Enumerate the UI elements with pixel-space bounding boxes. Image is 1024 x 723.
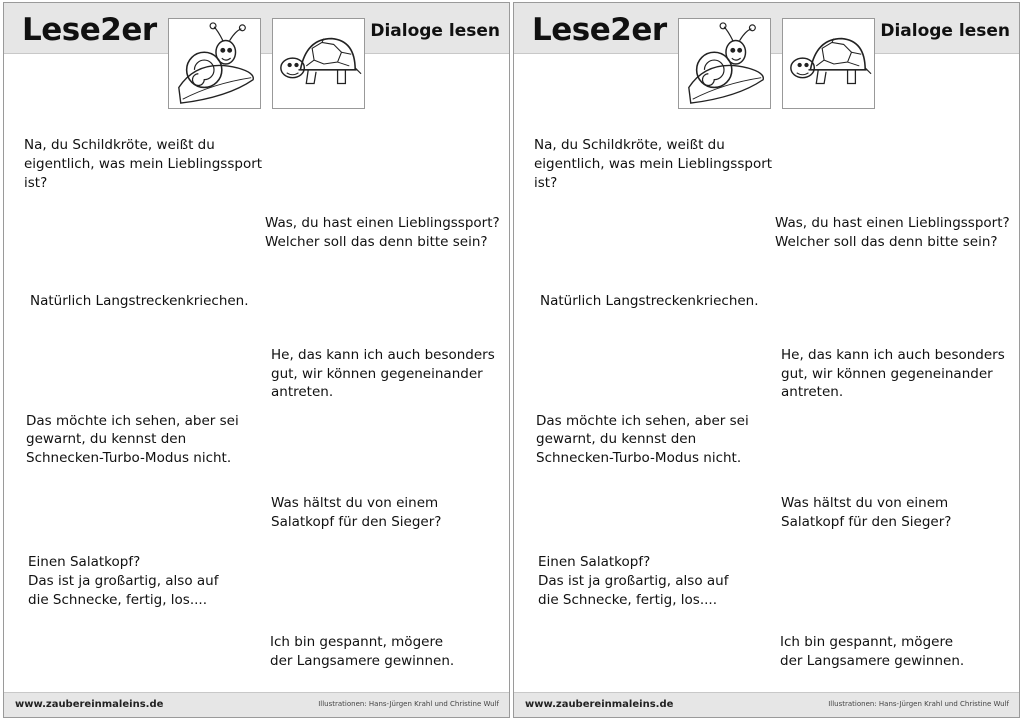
snail-line: gewarnt, du kennst den xyxy=(26,431,187,447)
snail-line: Das möchte ich sehen, aber sei xyxy=(536,413,749,429)
worksheet-topic: Dialoge lesen xyxy=(370,21,500,41)
snail-line: Das ist ja großartig, also auf xyxy=(28,573,219,589)
snail-line: Das möchte ich sehen, aber sei xyxy=(26,413,239,429)
brand-title: Lese2er xyxy=(22,12,157,48)
turtle-line: Was, du hast einen Lieblingssport? xyxy=(265,215,500,231)
turtle-line: Was, du hast einen Lieblingssport? xyxy=(775,215,1010,231)
brand-title: Lese2er xyxy=(532,12,667,48)
snail-icon xyxy=(679,19,770,108)
footer-bar xyxy=(514,692,1019,717)
turtle-line: Salatkopf für den Sieger? xyxy=(271,514,442,530)
turtle-line: Ich bin gespannt, mögere xyxy=(780,634,954,650)
snail-icon xyxy=(169,19,260,108)
snail-line: Schnecken-Turbo-Modus nicht. xyxy=(536,450,742,466)
turtle-line: Welcher soll das denn bitte sein? xyxy=(265,234,488,250)
snail-line: Natürlich Langstreckenkriechen. xyxy=(30,293,249,309)
snail-line: Natürlich Langstreckenkriechen. xyxy=(540,293,759,309)
turtle-line: He, das kann ich auch besonders xyxy=(271,347,495,363)
snail-line: Schnecken-Turbo-Modus nicht. xyxy=(26,450,232,466)
turtle-line: der Langsamere gewinnen. xyxy=(270,653,455,669)
turtle-line: Ich bin gespannt, mögere xyxy=(270,634,444,650)
turtle-icon xyxy=(783,19,874,108)
snail-line: Das ist ja großartig, also auf xyxy=(538,573,729,589)
turtle-line: He, das kann ich auch besonders xyxy=(781,347,1005,363)
turtle-line: der Langsamere gewinnen. xyxy=(780,653,965,669)
website-link[interactable]: www.zaubereinmaleins.de xyxy=(15,699,164,710)
snail-line: Einen Salatkopf? xyxy=(28,554,141,570)
turtle-icon xyxy=(273,19,364,108)
footer-bar xyxy=(4,692,509,717)
turtle-line: Salatkopf für den Sieger? xyxy=(781,514,952,530)
snail-line: Na, du Schildkröte, weißt du xyxy=(534,137,725,153)
snail-line: die Schnecke, fertig, los.... xyxy=(538,592,717,608)
turtle-line: Welcher soll das denn bitte sein? xyxy=(775,234,998,250)
worksheet-topic: Dialoge lesen xyxy=(880,21,1010,41)
snail-line: eigentlich, was mein Lieblingssport xyxy=(24,156,263,172)
turtle-line: antreten. xyxy=(781,384,844,400)
turtle-line: Was hältst du von einem xyxy=(271,495,439,511)
snail-line: gewarnt, du kennst den xyxy=(536,431,697,447)
worksheet-page-left xyxy=(3,2,510,718)
snail-illustration xyxy=(168,18,261,109)
snail-line: Na, du Schildkröte, weißt du xyxy=(24,137,215,153)
snail-line: eigentlich, was mein Lieblingssport xyxy=(534,156,773,172)
snail-line: ist? xyxy=(24,175,48,191)
worksheet-page-right xyxy=(513,2,1020,718)
snail-line: die Schnecke, fertig, los.... xyxy=(28,592,207,608)
turtle-line: antreten. xyxy=(271,384,334,400)
turtle-line: gut, wir können gegeneinander xyxy=(271,366,483,382)
turtle-illustration xyxy=(272,18,365,109)
turtle-illustration xyxy=(782,18,875,109)
snail-line: ist? xyxy=(534,175,558,191)
snail-illustration xyxy=(678,18,771,109)
illustration-credit: Illustrationen: Hans-Jürgen Krahl und Christine Wulf xyxy=(318,700,499,708)
illustration-credit: Illustrationen: Hans-Jürgen Krahl und Christine Wulf xyxy=(828,700,1009,708)
snail-line: Einen Salatkopf? xyxy=(538,554,651,570)
website-link[interactable]: www.zaubereinmaleins.de xyxy=(525,699,674,710)
turtle-line: gut, wir können gegeneinander xyxy=(781,366,993,382)
turtle-line: Was hältst du von einem xyxy=(781,495,949,511)
